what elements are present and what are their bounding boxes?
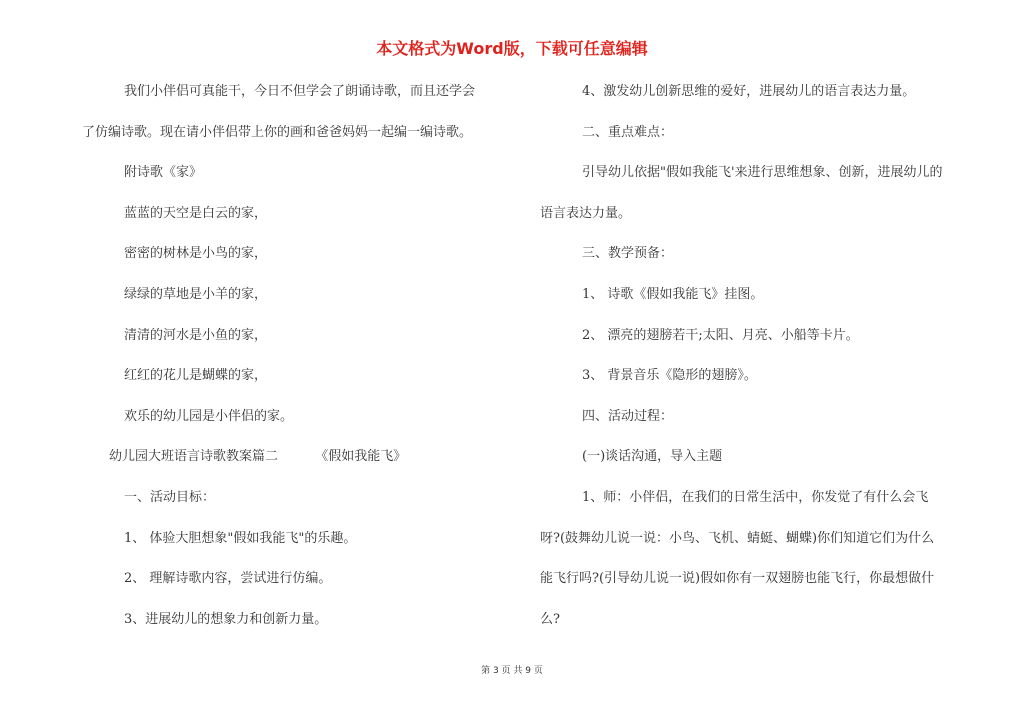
section-heading: 幼儿园大班语言诗歌教案篇二 《假如我能飞》 xyxy=(109,449,407,465)
prep-item: 1、 诗歌《假如我能飞》挂图。 xyxy=(582,286,764,302)
poem-line: 蓝蓝的天空是白云的家， xyxy=(124,205,268,221)
process-subheading: (一)谈话沟通，导入主题 xyxy=(582,449,723,465)
paragraph-line: 呀?(鼓舞幼儿说一说：小鸟、飞机、蜻蜓、蝴蝶)你们知道它们为什么 xyxy=(540,530,935,546)
prep-item: 2、 漂亮的翅膀若干;太阳、月亮、小船等卡片。 xyxy=(582,327,859,343)
prep-heading: 三、教学预备： xyxy=(582,246,674,262)
process-heading: 四、活动过程： xyxy=(582,408,674,424)
prep-item: 3、 背景音乐《隐形的翅膀》。 xyxy=(582,368,757,384)
poem-line: 密密的树林是小鸟的家， xyxy=(124,246,268,262)
goal-item: 3、进展幼儿的想象力和创新力量。 xyxy=(124,611,328,627)
document-banner: 本文格式为Word版，下载可任意编辑 xyxy=(376,39,648,58)
page-number: 第 3 页 共 9 页 xyxy=(481,666,543,676)
goal-item: 1、 体验大胆想象"假如我能飞"的乐趣。 xyxy=(124,530,357,546)
poem-line: 欢乐的幼儿园是小伴侣的家。 xyxy=(124,408,294,424)
left-column xyxy=(82,80,502,648)
paragraph-line: 1、师：小伴侣，在我们的日常生活中，你发觉了有什么会飞 xyxy=(582,489,929,505)
goal-item: 4、激发幼儿创新思维的爱好，进展幼儿的语言表达力量。 xyxy=(582,84,916,99)
right-column xyxy=(540,80,960,648)
paragraph-line: 能飞行吗?(引导幼儿说一说)假如你有一双翅膀也能飞行，你最想做什 xyxy=(540,571,935,587)
paragraph-line: 引导幼儿依据"假如我能飞'来进行思维想象、创新，进展幼儿的 xyxy=(582,165,943,181)
paragraph-line: 了仿编诗歌。现在请小伴侣带上你的画和爸爸妈妈一起编一编诗歌。 xyxy=(82,124,473,140)
goals-heading: 一、活动目标： xyxy=(124,489,216,505)
paragraph-line: 我们小伴侣可真能干，今日不但学会了朗诵诗歌，而且还学会 xyxy=(124,84,476,99)
key-heading: 二、重点难点： xyxy=(582,124,674,140)
paragraph-line: 语言表达力量。 xyxy=(540,205,632,221)
poem-line: 红红的花儿是蝴蝶的家， xyxy=(124,368,268,384)
goal-item: 2、 理解诗歌内容，尝试进行仿编。 xyxy=(124,571,332,587)
poem-line: 绿绿的草地是小羊的家， xyxy=(124,286,268,302)
poem-title: 附诗歌《家》 xyxy=(124,165,203,181)
paragraph-line: 么? xyxy=(540,611,560,627)
poem-line: 清清的河水是小鱼的家， xyxy=(124,327,268,343)
